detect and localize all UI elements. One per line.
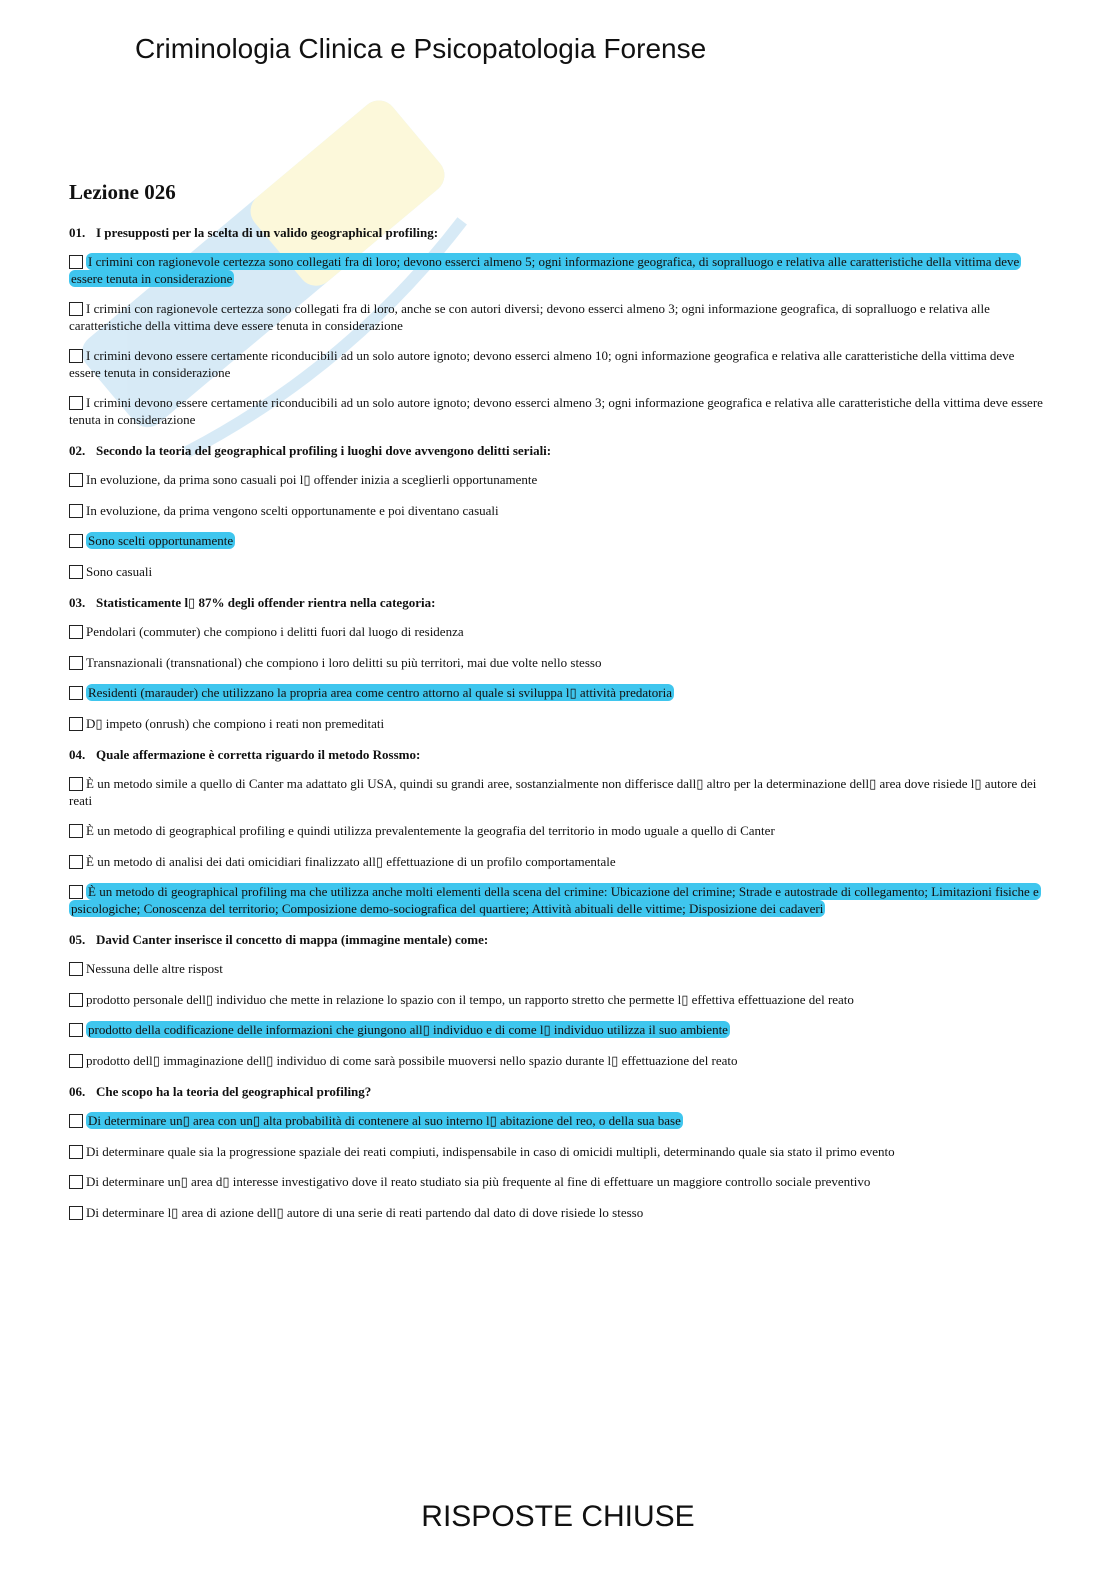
answer-text: Sono scelti opportunamente (88, 533, 234, 548)
answer-option (69, 301, 1044, 334)
answer-option-highlighted (69, 1022, 1044, 1039)
question-3 (69, 594, 1044, 732)
answer-checkbox[interactable] (69, 302, 83, 316)
answer-text: In evoluzione, da prima sono casuali poi l▯ offender inizia a sceglierli opportunamente (86, 472, 538, 487)
answer-checkbox[interactable] (69, 565, 83, 579)
question-number: 06. (69, 1084, 86, 1099)
answer-checkbox[interactable] (69, 777, 83, 791)
answer-checkbox[interactable] (69, 1175, 83, 1189)
answer-checkbox[interactable] (69, 534, 83, 548)
answer-option (69, 503, 1044, 520)
question-5 (69, 931, 1044, 1069)
answer-text: prodotto della codificazione delle informazioni che giungono all▯ individuo e di come l▯ individuo utilizza il suo ambiente (88, 1022, 728, 1037)
question-label: Quale affermazione è corretta riguardo il metodo Rossmo: (96, 747, 421, 762)
answer-option (69, 564, 1044, 581)
question-number: 04. (69, 747, 86, 762)
question-label: Statisticamente l▯ 87% degli offender rientra nella categoria: (96, 595, 436, 610)
answer-checkbox[interactable] (69, 993, 83, 1007)
answer-text: È un metodo simile a quello di Canter ma adattato gli USA, quindi su grandi aree, sostanzialmente non differisce dall▯ altro per la determinazione dell▯ area dove risiede l▯ autore dei reati (69, 776, 1037, 808)
answer-checkbox[interactable] (69, 1114, 83, 1128)
answer-text: Di determinare l▯ area di azione dell▯ autore di una serie di reati partendo dal dato di dove risiede lo stesso (86, 1204, 644, 1220)
answer-text: I crimini con ragionevole certezza sono collegati fra di loro; devono esserci almeno 5; ogni informazione geografica, di sopralluogo e relativa alle caratteristiche della vittima deve essere tenuta in considerazione (71, 254, 1020, 286)
question-label: Che scopo ha la teoria del geographical profiling? (96, 1084, 372, 1099)
answer-text: In evoluzione, da prima vengono scelti opportunamente e poi diventano casuali (86, 502, 499, 518)
question-text (69, 931, 1044, 949)
question-number: 02. (69, 443, 86, 458)
answer-option-highlighted (69, 685, 1044, 702)
answer-checkbox[interactable] (69, 349, 83, 363)
question-6 (69, 1083, 1044, 1221)
answer-option (69, 395, 1044, 428)
answer-option (69, 776, 1044, 809)
answer-option-highlighted (69, 884, 1044, 917)
answer-text: D▯ impeto (onrush) che compiono i reati non premeditati (86, 715, 385, 731)
question-text (69, 1083, 1044, 1101)
answer-option (69, 348, 1044, 381)
answer-checkbox[interactable] (69, 1054, 83, 1068)
question-label: David Canter inserisce il concetto di mappa (immagine mentale) come: (96, 932, 489, 947)
answer-text: È un metodo di geographical profiling e quindi utilizza prevalentemente la geografia del territorio in modo uguale a quello di Canter (86, 823, 775, 838)
answer-option (69, 1174, 1044, 1191)
lesson-heading: Lezione 026 (69, 180, 176, 204)
answer-text: prodotto dell▯ immaginazione dell▯ individuo di come sarà possibile muoversi nello spazio durante l▯ effettuazione del reato (86, 1052, 738, 1068)
answer-option (69, 992, 1044, 1009)
question-text (69, 224, 1044, 242)
answer-checkbox[interactable] (69, 686, 83, 700)
answer-checkbox[interactable] (69, 885, 83, 899)
answer-text: Di determinare un▯ area d▯ interesse investigativo dove il reato studiato sia più frequente al fine di effettuare un maggiore controllo sociale preventivo (86, 1174, 871, 1189)
question-1 (69, 224, 1044, 428)
answer-text: Nessuna delle altre rispost (86, 961, 223, 976)
answer-text: Pendolari (commuter) che compiono i delitti fuori dal luogo di residenza (86, 624, 464, 639)
answer-checkbox[interactable] (69, 1145, 83, 1159)
questions-list (69, 224, 1044, 1235)
answer-option (69, 823, 1044, 840)
answer-text: Di determinare quale sia la progressione spaziale dei reati compiuti, indispensabile in caso di omicidi multipli, determinando quale sia stato il primo evento (86, 1143, 895, 1159)
question-text (69, 594, 1044, 612)
question-2 (69, 442, 1044, 580)
answer-option-highlighted (69, 533, 1044, 550)
document-title: Criminologia Clinica e Psicopatologia Forense (135, 33, 707, 64)
answer-option (69, 1053, 1044, 1070)
question-number: 03. (69, 595, 86, 610)
answer-checkbox[interactable] (69, 855, 83, 869)
question-4 (69, 746, 1044, 917)
question-label: I presupposti per la scelta di un valido geographical profiling: (96, 225, 439, 240)
answer-option-highlighted (69, 254, 1044, 287)
answer-checkbox[interactable] (69, 396, 83, 410)
answer-checkbox[interactable] (69, 962, 83, 976)
answer-option (69, 1144, 1044, 1161)
answer-checkbox[interactable] (69, 824, 83, 838)
answer-checkbox[interactable] (69, 625, 83, 639)
answer-text: prodotto personale dell▯ individuo che mette in relazione lo spazio con il tempo, un rapporto stretto che permette l▯ effettiva effettuazione del reato (86, 991, 854, 1007)
question-text (69, 746, 1044, 764)
answer-option (69, 1205, 1044, 1222)
question-number: 01. (69, 225, 86, 240)
answer-option (69, 961, 1044, 978)
answer-text: Di determinare un▯ area con un▯ alta probabilità di contenere al suo interno l▯ abitazione del reo, o della sua base (88, 1113, 681, 1128)
answer-checkbox[interactable] (69, 473, 83, 487)
question-text (69, 442, 1044, 460)
answer-checkbox[interactable] (69, 1023, 83, 1037)
answer-checkbox[interactable] (69, 656, 83, 670)
answer-text: I crimini devono essere certamente riconducibili ad un solo autore ignoto; devono esserci almeno 10; ogni informazione geografica e relativa alle caratteristiche della vittima deve essere tenuta in considerazione (69, 348, 1015, 380)
answer-option (69, 655, 1044, 672)
answer-text: Sono casuali (86, 563, 153, 579)
answer-text: I crimini devono essere certamente riconducibili ad un solo autore ignoto; devono esserci almeno 3; ogni informazione geografica e relativa alle caratteristiche della vittima deve essere tenuta in considerazione (69, 395, 1043, 427)
answer-text: Transnazionali (transnational) che compiono i loro delitti su più territori, mai due volte nello stesso (86, 654, 602, 670)
footer-label: RISPOSTE CHIUSE (421, 1500, 695, 1533)
answer-option (69, 854, 1044, 871)
answer-option-highlighted (69, 1113, 1044, 1130)
answer-text: È un metodo di geographical profiling ma che utilizza anche molti elementi della scena del crimine: Ubicazione del crimine; Strade e autostrade di collegamento; Limitazioni fisiche e psicologiche; Conoscenza del territorio; Composizione demo-sociografica del quartiere; Attività abituali delle vittime; Disposizione dei cadaveri (71, 884, 1039, 916)
answer-option (69, 716, 1044, 733)
answer-checkbox[interactable] (69, 1206, 83, 1220)
answer-checkbox[interactable] (69, 504, 83, 518)
answer-text: Residenti (marauder) che utilizzano la propria area come centro attorno al quale si sviluppa l▯ attività predatoria (88, 685, 672, 700)
answer-text: I crimini con ragionevole certezza sono collegati fra di loro, anche se con autori diversi; devono esserci almeno 3; ogni informazione geografica, di sopralluogo e relativa alle caratteristiche della vittima deve essere tenuta in considerazione (69, 301, 990, 333)
answer-text: È un metodo di analisi dei dati omicidiari finalizzato all▯ effettuazione di un profilo comportamentale (86, 853, 616, 869)
question-label: Secondo la teoria del geographical profiling i luoghi dove avvengono delitti seriali: (96, 443, 552, 458)
answer-option (69, 472, 1044, 489)
answer-option (69, 624, 1044, 641)
question-number: 05. (69, 932, 86, 947)
answer-checkbox[interactable] (69, 717, 83, 731)
answer-checkbox[interactable] (69, 255, 83, 269)
